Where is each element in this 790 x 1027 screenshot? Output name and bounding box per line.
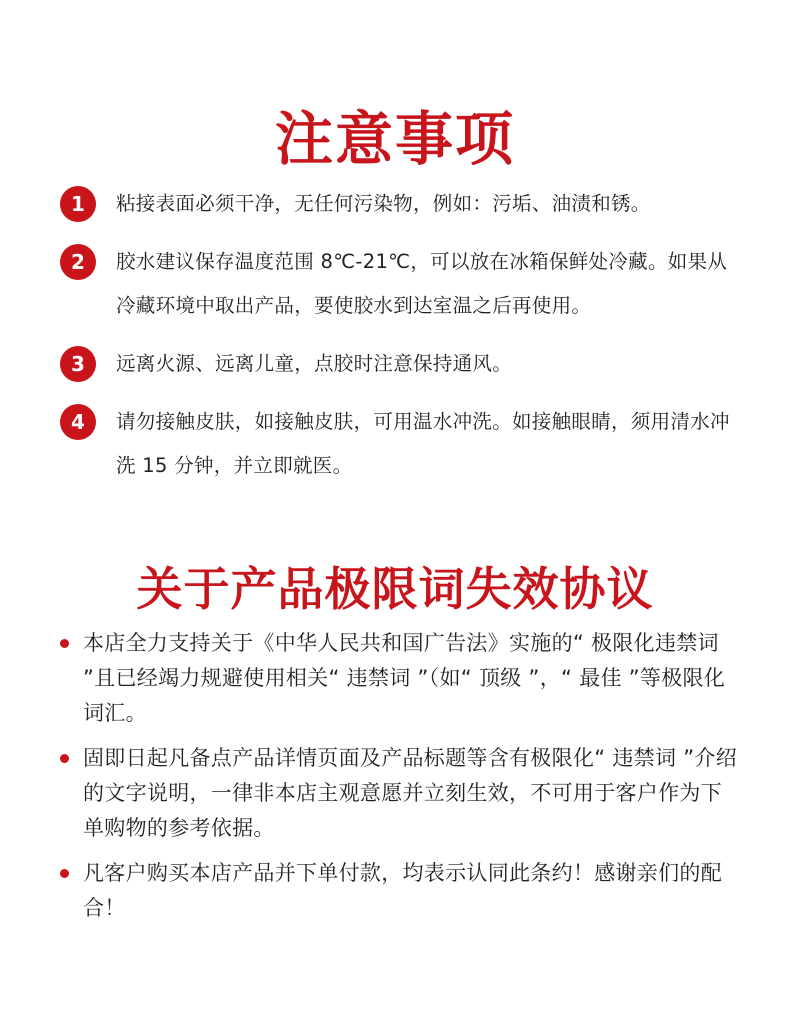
notice-item-4 [60, 400, 740, 488]
bullet-dot-icon [60, 639, 69, 648]
agreement-item-2 [60, 741, 740, 846]
notice-title: 注意事项 [274, 105, 515, 173]
bullet-dot-icon [60, 869, 69, 878]
agreement-text: 本店全力支持关于《中华人民共和国广告法》实施的“ 极限化违禁词 ”且已经竭力规避使用相关“ 违禁词 ”（如“ 顶级 ”，“ 最佳 ”等极限化词汇。 [83, 631, 726, 725]
notice-item-1 [60, 182, 740, 226]
notice-text: 粘接表面必须干净，无任何污染物，例如：污垢、油渍和锈。 [116, 192, 651, 215]
bullet-dot-icon [60, 754, 69, 763]
notice-text: 请勿接触皮肤，如接触皮肤，可用温水冲洗。如接触眼睛，须用清水冲洗 15 分钟，并立即就医。 [116, 410, 730, 477]
notice-item-2 [60, 240, 740, 328]
number-badge: 4 [60, 404, 96, 440]
notice-list [60, 182, 740, 502]
notice-text: 胶水建议保存温度范围 8℃-21℃，可以放在冰箱保鲜处冷藏。如果从冷藏环境中取出产品，要使胶水到达室温之后再使用。 [116, 250, 728, 317]
notice-item-3 [60, 342, 740, 386]
agreement-title: 关于产品极限词失效协议 [136, 562, 654, 616]
agreement-item-1 [60, 626, 740, 731]
notice-text: 远离火源、远离儿童，点胶时注意保持通风。 [116, 352, 513, 375]
agreement-list [60, 626, 740, 936]
agreement-item-3 [60, 856, 740, 926]
number-badge: 3 [60, 346, 96, 382]
number-badge: 1 [60, 186, 96, 222]
number-badge: 2 [60, 244, 96, 280]
agreement-text: 固即日起凡备点产品详情页面及产品标题等含有极限化“ 违禁词 ”介绍的文字说明，一律非本店主观意愿并立刻生效，不可用于客户作为下单购物的参考依据。 [83, 746, 738, 840]
agreement-text: 凡客户购买本店产品并下单付款，均表示认同此条约！感谢亲们的配合！ [83, 861, 722, 920]
